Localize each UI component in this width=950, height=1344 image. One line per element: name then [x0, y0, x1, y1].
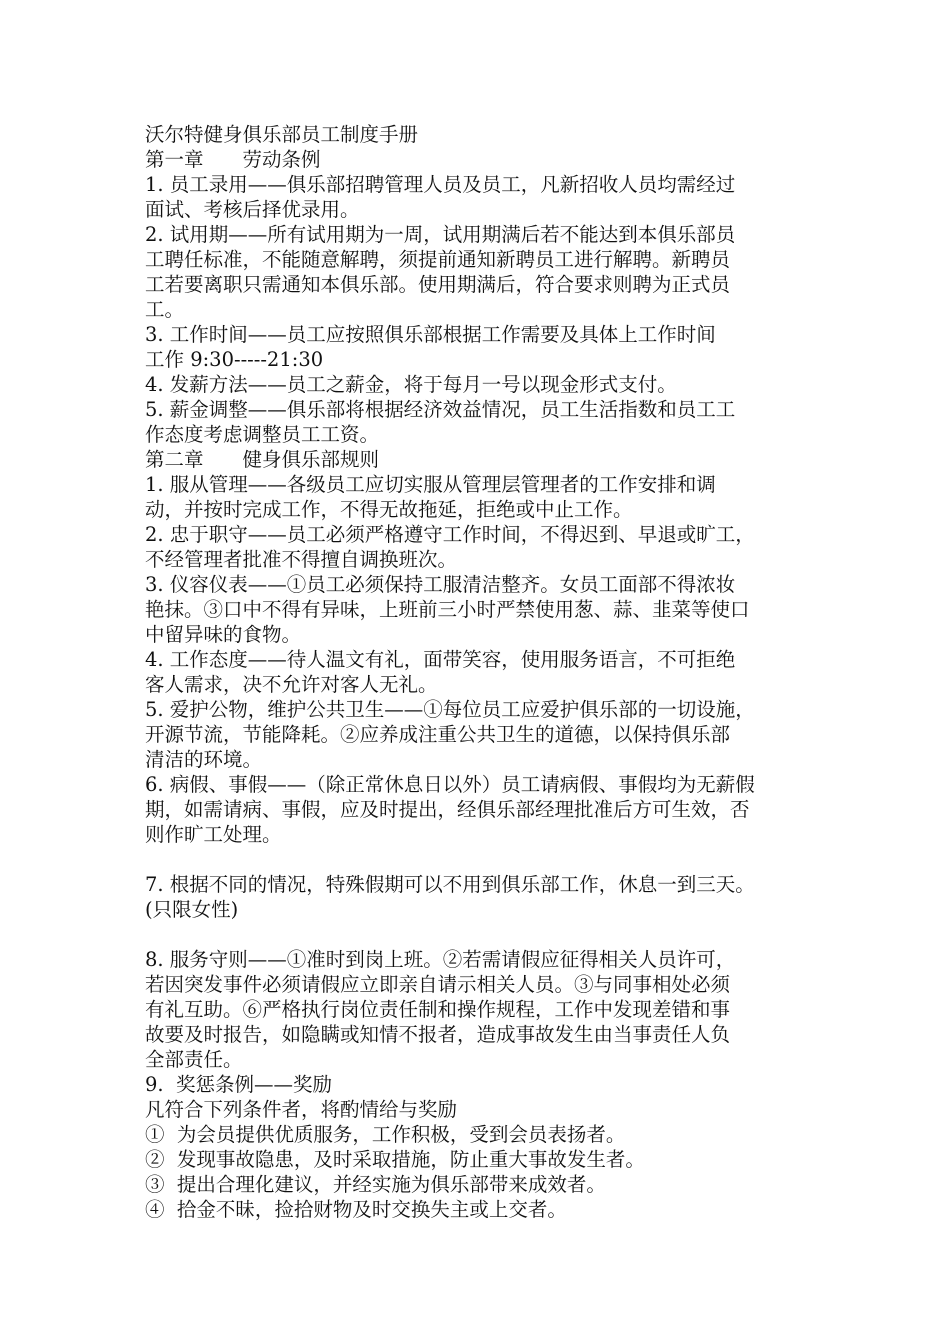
text-line: 第二章 健身俱乐部规则 — [145, 448, 380, 471]
text-line: ① 为会员提供优质服务，工作积极，受到会员表扬者。 — [145, 1123, 626, 1146]
text-line: ② 发现事故隐患，及时采取措施，防止重大事故发生者。 — [145, 1148, 645, 1171]
text-line: 5. 薪金调整——俱乐部将根据经济效益情况，员工生活指数和员工工 — [145, 398, 736, 421]
text-line: 作态度考虑调整员工工资。 — [145, 423, 380, 446]
text-line: 9. 奖惩条例——奖励 — [145, 1073, 333, 1096]
text-line: 工聘任标准，不能随意解聘，须提前通知新聘员工进行解聘。新聘员 — [145, 248, 731, 271]
text-line: 3. 工作时间——员工应按照俱乐部根据工作需要及具体上工作时间 — [145, 323, 716, 346]
text-line: 期，如需请病、事假，应及时提出，经俱乐部经理批准后方可生效，否 — [145, 798, 750, 821]
text-line — [145, 922, 815, 947]
text-line: 凡符合下列条件者，将酌情给与奖励 — [145, 1098, 458, 1121]
text-line: 工。 — [145, 298, 185, 321]
text-line: (只限女性) — [145, 898, 239, 921]
text-line: 动，并按时完成工作，不得无故拖延，拒绝或中止工作。 — [145, 498, 633, 521]
text-line — [145, 847, 815, 872]
text-line: 开源节流，节能降耗。②应养成注重公共卫生的道德，以保持俱乐部 — [145, 723, 731, 746]
text-line: 客人需求，决不允许对客人无礼。 — [145, 673, 438, 696]
text-line: 1. 服从管理——各级员工应切实服从管理层管理者的工作安排和调 — [145, 473, 716, 496]
text-line: 3. 仪容仪表——①员工必须保持工服清洁整齐。女员工面部不得浓妆 — [145, 573, 736, 596]
text-line: 5. 爱护公物，维护公共卫生——①每位员工应爱护俱乐部的一切设施， — [145, 698, 755, 721]
text-line: 沃尔特健身俱乐部员工制度手册 — [145, 123, 419, 146]
text-line: ④ 拾金不昧，捡拾财物及时交换失主或上交者。 — [145, 1198, 567, 1221]
text-line: 则作旷工处理。 — [145, 823, 282, 846]
text-line: 若因突发事件必须请假应立即亲自请示相关人员。③与同事相处必须 — [145, 973, 731, 996]
document-body — [145, 122, 815, 1222]
text-line: 4. 工作态度——待人温文有礼，面带笑容，使用服务语言，不可拒绝 — [145, 648, 736, 671]
text-line: 2. 忠于职守——员工必须严格遵守工作时间，不得迟到、早退或旷工， — [145, 523, 755, 546]
text-line: 第一章 劳动条例 — [145, 148, 321, 171]
text-line: 4. 发薪方法——员工之薪金，将于每月一号以现金形式支付。 — [145, 373, 677, 396]
text-line: 不经管理者批准不得擅自调换班次。 — [145, 548, 458, 571]
text-line: 清洁的环境。 — [145, 748, 263, 771]
text-line: 工若要离职只需通知本俱乐部。使用期满后，符合要求则聘为正式员 — [145, 273, 731, 296]
text-line: 故要及时报告，如隐瞒或知情不报者，造成事故发生由当事责任人负 — [145, 1023, 731, 1046]
text-line: 有礼互助。⑥严格执行岗位责任制和操作规程，工作中发现差错和事 — [145, 998, 731, 1021]
text-line: 7. 根据不同的情况，特殊假期可以不用到俱乐部工作，休息一到三天。 — [145, 873, 755, 896]
text-line: 中留异味的食物。 — [145, 623, 302, 646]
text-line: 面试、考核后择优录用。 — [145, 198, 360, 221]
text-line: 艳抹。③口中不得有异味，上班前三小时严禁使用葱、蒜、韭菜等使口 — [145, 598, 750, 621]
text-line: 工作 9:30-----21:30 — [145, 348, 324, 371]
text-line: ③ 提出合理化建议，并经实施为俱乐部带来成效者。 — [145, 1173, 606, 1196]
text-line: 1. 员工录用——俱乐部招聘管理人员及员工，凡新招收人员均需经过 — [145, 173, 736, 196]
text-line: 2. 试用期——所有试用期为一周，试用期满后若不能达到本俱乐部员 — [145, 223, 736, 246]
text-line: 全部责任。 — [145, 1048, 243, 1071]
text-line: 8. 服务守则——①准时到岗上班。②若需请假应征得相关人员许可， — [145, 948, 736, 971]
text-line: 6. 病假、事假——（除正常休息日以外）员工请病假、事假均为无薪假 — [145, 773, 755, 796]
